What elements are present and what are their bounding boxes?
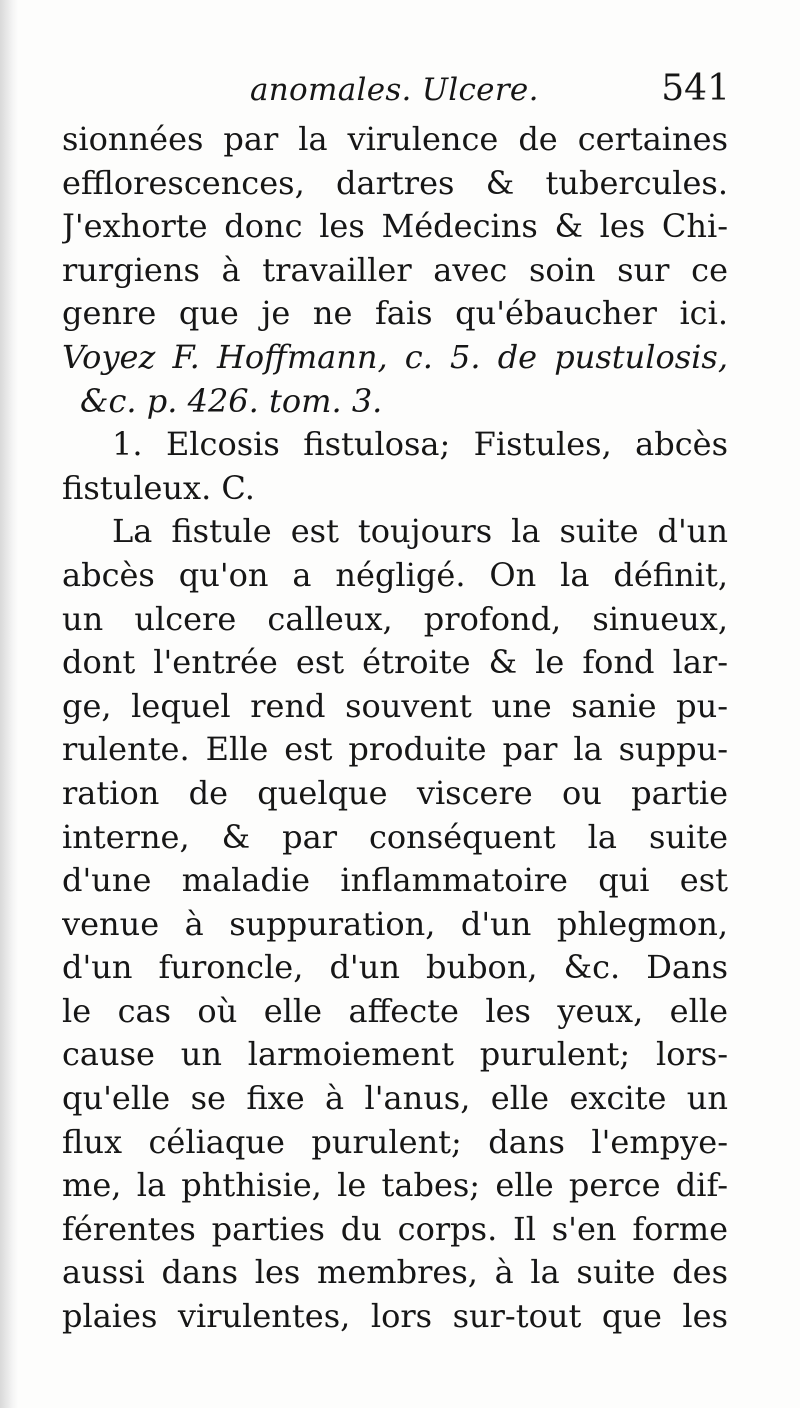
text-line: genre que je ne fais qu'ébaucher ici. — [62, 294, 728, 333]
page-header — [60, 68, 740, 118]
text-line: plaies virulentes, lors sur-tout que les — [62, 1297, 728, 1336]
text-line: un ulcere calleux, profond, sinueux, — [62, 599, 728, 638]
text-line: cause un larmoiement purulent; lors- — [62, 1035, 728, 1074]
reference-line: Voyez F. Hoffmann, c. 5. de pustulosis, — [62, 337, 728, 376]
running-head: anomales. Ulcere. — [250, 72, 539, 108]
text-line: efflorescences, dartres & tubercules. — [62, 163, 728, 202]
body-text — [62, 118, 728, 1339]
text-line: sionnées par la virulence de certaines — [62, 120, 728, 158]
text-line: dont l'entrée est étroite & le fond lar- — [62, 643, 728, 682]
page-number: 541 — [661, 68, 730, 109]
text-line: interne, & par conséquent la suite — [62, 817, 728, 856]
text-line: rulente. Elle est produite par la suppu- — [62, 730, 728, 769]
text-line: abcès qu'on a négligé. On la définit, — [62, 555, 728, 594]
text-line: aussi dans les membres, à la suite des — [62, 1253, 728, 1292]
page-gutter-shadow — [0, 0, 18, 1408]
entry-heading-line: fistuleux. C. — [62, 468, 255, 507]
text-line: rurgiens à travailler avec soin sur ce — [62, 250, 728, 289]
paragraph-first-line: La fistule est toujours la suite d'un — [112, 512, 728, 551]
text-line: férentes parties du corps. Il s'en forme — [62, 1209, 728, 1248]
text-line: venue à suppuration, d'un phlegmon, — [62, 904, 728, 943]
text-line: ration de quelque viscere ou partie — [62, 773, 728, 812]
text-line: J'exhorte donc les Médecins & les Chi- — [62, 207, 728, 246]
reference-line: &c. p. 426. tom. 3. — [80, 381, 383, 420]
text-line: ge, lequel rend souvent une sanie pu- — [62, 686, 728, 725]
text-line: d'une maladie inflammatoire qui est — [62, 861, 728, 900]
entry-heading-line: 1. Elcosis fistulosa; Fistules, abcès — [112, 425, 728, 464]
text-line: flux céliaque purulent; dans l'empye- — [62, 1122, 728, 1161]
text-line: qu'elle se fixe à l'anus, elle excite un — [62, 1079, 728, 1118]
text-line: le cas où elle affecte les yeux, elle — [62, 991, 728, 1030]
text-line: d'un furoncle, d'un bubon, &c. Dans — [62, 948, 728, 987]
text-line: me, la phthisie, le tabes; elle perce dif- — [62, 1166, 728, 1205]
